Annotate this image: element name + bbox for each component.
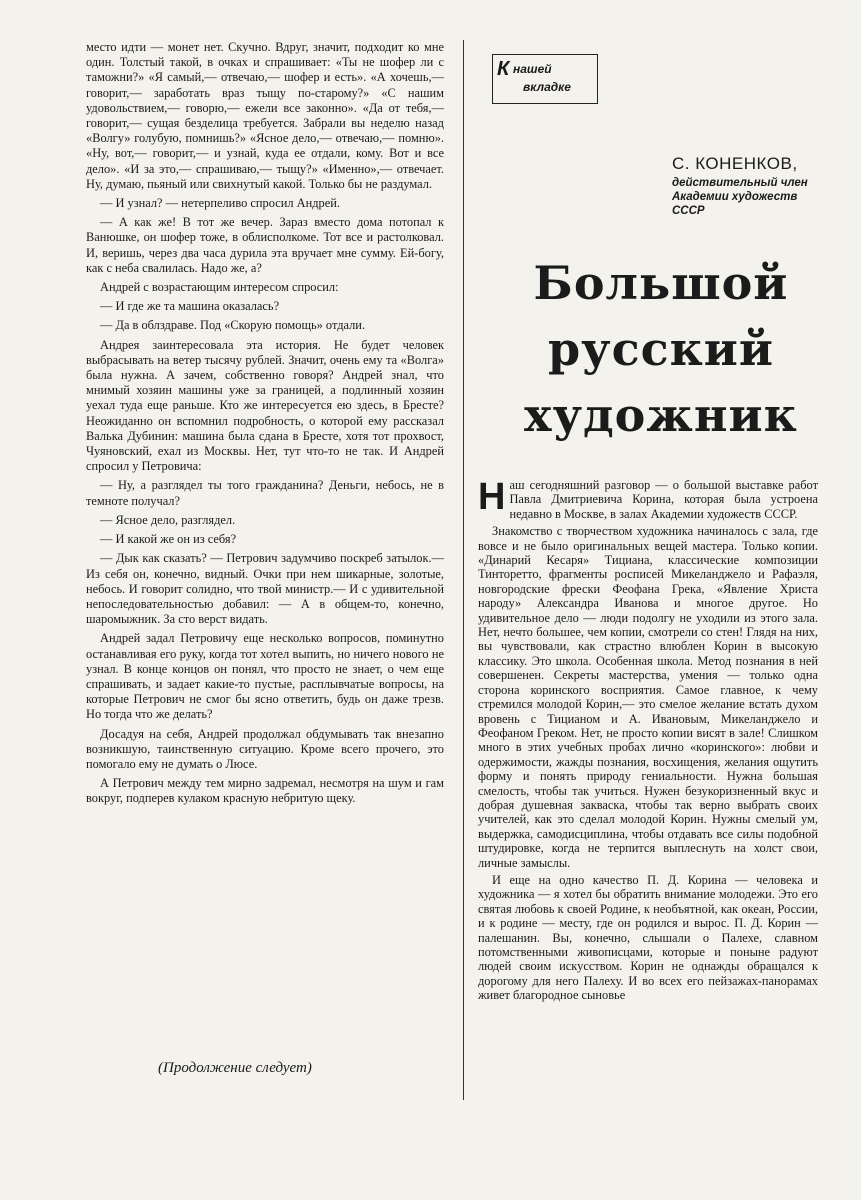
story-paragraph: — Ясное дело, разглядел. — [100, 512, 236, 527]
author-role: действительный член Академии художеств СССР — [672, 177, 808, 217]
story-paragraph: — И какой же он из себя? — [100, 532, 237, 547]
headline-line: Большой — [533, 256, 789, 310]
story-paragraph: Андрея заинтересовала эта история. Не будет человек выбрасывать на ветер тысячу рублей. Значит, очень ему та «Волга» была нужна. А зачем, собственно говоря? Андрей знал, что мнимый хозяин машины уже за границей, а подлинный хозяин уехал туда еще раньше. Кто же интересуется ею здесь, в Бресте? Неожиданно он вспомнил подробность, о которой ему рассказал Валька Дубинин: машина была сдана в Бресте, хотя тот прохвост, Чуяновский, ехал из Москвы. Нет, тут что-то не так. И Андрей спросил у Петровича: — [86, 337, 444, 474]
drop-cap: Н — [478, 476, 506, 518]
headline-line: художник — [524, 388, 798, 442]
article-paragraph: Знакомство с творчеством художника начиналось с зала, где вовсе и не было оригинальных вещей мастера. Только копии. «Динарий Кесаря» Тициана, классические композиции Тинторетто, фрагменты росписей Микеланджело и Рафаэля, новгородские фрески Феофана Грека, «Явление Христа народу» Александра Иванова и многое другое. Но удивительное дело — люди подолгу не уходили из этого зала. Нет, нечто большее, чем копии, смотрели со стен! Глядя на них, вы чувствовали, как страстно влюблен Корин в высокую классику. Это школа. Особенная школа. Метод познания в ней совершенен. Секреты мастерства, умения — только одна сторона коринского восприятия. Самое главное, к чему стремился молодой Корин,— это смелое желание встать духом вровень с Тицианом и А. Ивановым, Микеланджело и Феофаном Греком. Нет, не просто копии висят в зале! Слишком много в этих учебных пробах лично «коринского»: любви и одержимости, жажды познания, восхищения, желания ощутить форму и понять природу гениальности. Нужна большая смелость, чтобы так учиться. Нужен безукоризненный вкус и добрая душевная закваска, чтобы так верно выбрать своих учителей, как это сделал молодой Корин. Нужны смелый ум, выдержка, самодисциплина, чтобы отдавать все силы подобной штудировке, когда не терпится выплеснуть на холст свои, личные замыслы. — [478, 524, 818, 870]
story-paragraph: место идти — монет нет. Скучно. Вдруг, значит, подходит ко мне один. Толстый такой, в очках и спрашивает: «Ты не шофер ли с таможни?» «Я самый,— отвечаю,— шофер и есть». «А хочешь,— говорит,— заработать враз тыщу по-старому?» «С нашим удовольствием,— говорю,— ежели все законно». «Да от тебя,— говорит,— сущая безделица требуется. Забрали вы неделю назад «Волгу» голубую, помнишь?» «Ясное дело,— отвечаю,— помню». «Ну, вот,— говорит,— и узнай, куда ее отдали, кому. Вот и все дело». «И за это,— спрашиваю,— тыщу?» «Именно»,— отвечает. Ну, думаю, пьяный или свихнутый какой. Только бы не раздумал. — [86, 40, 444, 191]
article-lead — [478, 478, 818, 521]
story-paragraph: Андрей задал Петровичу еще несколько вопросов, поминутно останавливая его руку, когда тот хотел выпить, но ничего нового не узнал. В конце концов он понял, что просто не знает, о чем еще спрашивать, и задает какие-то пустые, расплывчатые вопросы, на которые Петрович не смог бы ясно ответить, будь он даже трезв. Но тогда что же делать? — [86, 631, 444, 722]
article-paragraph: И еще на одно качество П. Д. Корина — человека и художника — я хотел бы обратить внимание молодежи. Это его святая любовь к своей Родине, к необъятной, как океан, России, и к родине — месту, где он родился и вырос. П. Д. Корин — палешанин. Вы, конечно, слышали о Палехе, славном потомственными живописцами, которые и поныне радуют людей своим искусством. Корин не однажды обращался к дорогому для него Палеху. И во всех его пейзажах-панорамах живет благородное сыновье — [478, 872, 818, 1003]
article-headline — [496, 250, 826, 448]
section-badge — [492, 54, 598, 104]
story-paragraph: — И где же та машина оказалась? — [100, 299, 280, 314]
story-paragraph: — И узнал? — нетерпеливо спросил Андрей. — [100, 196, 340, 211]
story-paragraph: Андрей с возрастающим интересом спросил: — [100, 280, 339, 295]
article-body — [478, 478, 818, 1006]
headline-line: русский — [547, 322, 775, 376]
story-column — [86, 40, 444, 811]
continuation-note: (Продолжение следует) — [158, 1060, 312, 1076]
author-byline — [672, 154, 818, 218]
story-paragraph: — Да в облздраве. Под «Скорую помощь» отдали. — [100, 318, 366, 333]
author-name: С. КОНЕНКОВ, — [672, 154, 798, 173]
badge-line2: вкладке — [523, 80, 571, 94]
story-paragraph: — А как же! В тот же вечер. Зараз вместо дома потопал к Ванюшке, он шофер тоже, в облисполкоме. Тот все и растолковал. И, веришь, через два часа дурила эта вручает мне сумму. Ей-богу, как с неба свалилась. Надо же, а? — [86, 215, 444, 275]
story-paragraph: Досадуя на себя, Андрей продолжал обдумывать так внезапно возникшую, таинственную ситуацию. Кроме всего прочего, это помогало ему не думать о Люсе. — [86, 726, 444, 771]
article-lead-text: аш сегодняшний разговор — о большой выставке работ Павла Дмитриевича Корина, которая была устроена недавно в Москве, в залах Академии художеств СССР. — [509, 478, 818, 521]
column-divider — [463, 40, 464, 1100]
story-paragraph: — Дык как сказать? — Петрович задумчиво поскреб затылок.— Из себя он, конечно, видный. Очки при нем шикарные, золотые, небось. И говорит солидно, что твой министр.— И с удивительной непоследовательностью добавил: — А в общем-то, конечно, шаромыжник. За сто верст видать. — [86, 551, 444, 627]
story-paragraph: — Ну, а разглядел ты того гражданина? Деньги, небось, не в темноте получал? — [86, 478, 444, 508]
badge-line1: нашей — [513, 62, 552, 76]
badge-initial: К — [497, 58, 510, 80]
story-paragraph: А Петрович между тем мирно задремал, несмотря на шум и гам вокруг, подперев кулаком красную небритую щеку. — [86, 776, 444, 806]
